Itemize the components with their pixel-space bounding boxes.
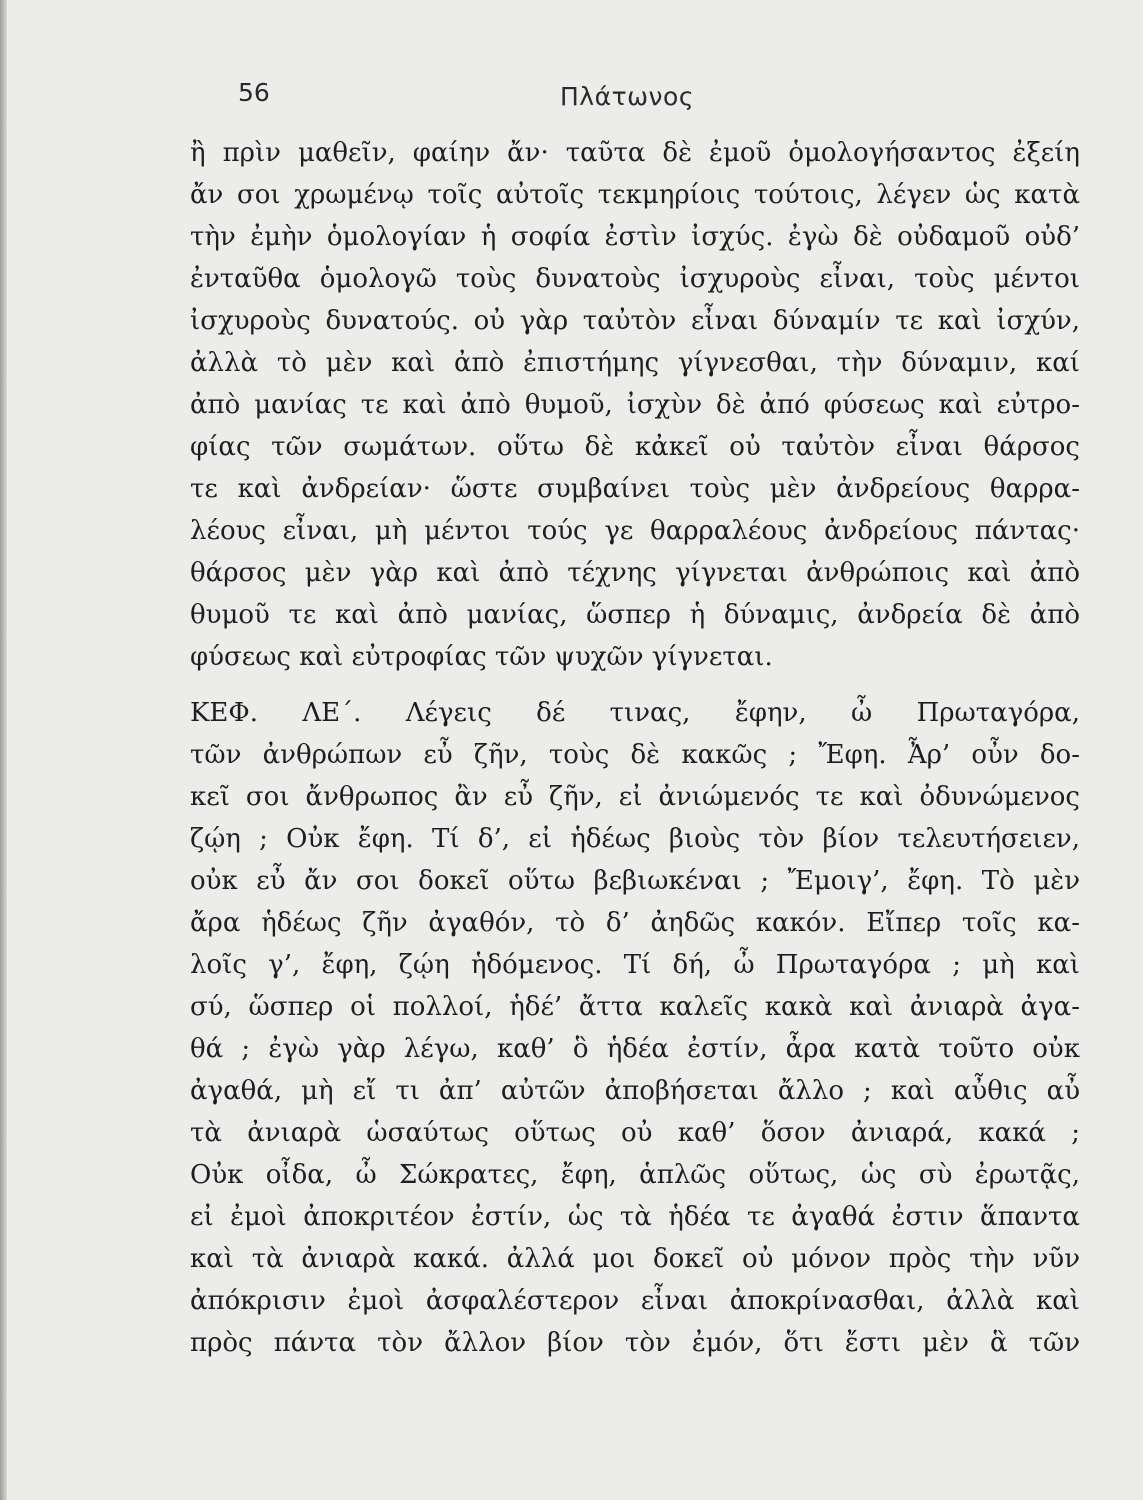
text-line: πρὸς πάντα τὸν ἄλλον βίον τὸν ἐμόν, ὅτι ἔστι μὲν ἃ τῶν bbox=[190, 1328, 1080, 1358]
text-line: τὰ ἀνιαρὰ ὡσαύτως οὕτως οὐ καθ’ ὅσον ἀνιαρά, κακά ; bbox=[190, 1118, 1080, 1148]
text-line: ἀγαθά, μὴ εἴ τι ἀπ’ αὐτῶν ἀποβήσεται ἄλλο ; καὶ αὖθις αὖ bbox=[190, 1076, 1080, 1106]
paragraph-2 bbox=[190, 692, 1080, 1364]
page-header bbox=[0, 78, 1143, 118]
body-text bbox=[190, 132, 1080, 1364]
text-line: ἀπόκρισιν ἐμοὶ ἀσφαλέστερον εἶναι ἀποκρίνασθαι, ἀλλὰ καὶ bbox=[190, 1286, 1080, 1316]
binding-edge bbox=[0, 0, 7, 1500]
text-line: ἀπὸ μανίας τε καὶ ἀπὸ θυμοῦ, ἰσχὺν δὲ ἀπό φύσεως καὶ εὐτρο- bbox=[190, 390, 1080, 420]
text-line: θά ; ἐγὼ γὰρ λέγω, καθ’ ὃ ἡδέα ἐστίν, ἆρα κατὰ τοῦτο οὐκ bbox=[190, 1034, 1080, 1064]
running-title: Πλάτωνος bbox=[560, 82, 694, 111]
text-line: θάρσος μὲν γὰρ καὶ ἀπὸ τέχνης γίγνεται ἀνθρώποις καὶ ἀπὸ bbox=[190, 558, 1080, 588]
text-line: κεῖ σοι ἄνθρωπος ἂν εὖ ζῆν, εἰ ἀνιώμενός τε καὶ ὀδυνώμενος bbox=[190, 782, 1080, 812]
chapter-heading-line: ΚΕΦ. ΛΕ΄. Λέγεις δέ τινας, ἔφην, ὦ Πρωταγόρα, bbox=[190, 698, 1080, 728]
text-line: θυμοῦ τε καὶ ἀπὸ μανίας, ὥσπερ ἡ δύναμις, ἀνδρεία δὲ ἀπὸ bbox=[190, 600, 1080, 630]
text-line: λοῖς γ’, ἔφη, ζῴη ἡδόμενος. Τί δή, ὦ Πρωταγόρα ; μὴ καὶ bbox=[190, 950, 1080, 980]
text-line: τῶν ἀνθρώπων εὖ ζῆν, τοὺς δὲ κακῶς ; Ἔφη. Ἆρ’ οὖν δο- bbox=[190, 740, 1080, 770]
text-line: φύσεως καὶ εὐτροφίας τῶν ψυχῶν γίγνεται. bbox=[190, 642, 773, 672]
text-line: τὴν ἐμὴν ὁμολογίαν ἡ σοφία ἐστὶν ἰσχύς. ἐγὼ δὲ οὐδαμοῦ οὐδ’ bbox=[190, 222, 1080, 252]
text-line: εἰ ἐμοὶ ἀποκριτέον ἐστίν, ὡς τὰ ἡδέα τε ἀγαθά ἐστιν ἅπαντα bbox=[190, 1202, 1080, 1232]
text-line: σύ, ὥσπερ οἱ πολλοί, ἡδέ’ ἄττα καλεῖς κακὰ καὶ ἀνιαρὰ ἀγα- bbox=[190, 992, 1080, 1022]
text-line: λέους εἶναι, μὴ μέντοι τούς γε θαρραλέους ἀνδρείους πάντας· bbox=[190, 516, 1080, 546]
text-line: ἄν σοι χρωμένῳ τοῖς αὐτοῖς τεκμηρίοις τούτοις, λέγεν ὡς κατὰ bbox=[190, 180, 1080, 210]
text-line: ἐνταῦθα ὁμολογῶ τοὺς δυνατοὺς ἰσχυροὺς εἶναι, τοὺς μέντοι bbox=[190, 264, 1080, 294]
text-line: Οὐκ οἶδα, ὦ Σώκρατες, ἔφη, ἁπλῶς οὕτως, ὡς σὺ ἐρωτᾷς, bbox=[190, 1160, 1080, 1190]
text-line: ἀλλὰ τὸ μὲν καὶ ἀπὸ ἐπιστήμης γίγνεσθαι, τὴν δύναμιν, καί bbox=[190, 348, 1080, 378]
paragraph-1 bbox=[190, 132, 1080, 678]
text-line: ἄρα ἡδέως ζῆν ἀγαθόν, τὸ δ’ ἀηδῶς κακόν. Εἴπερ τοῖς κα- bbox=[190, 908, 1080, 938]
text-line: ἰσχυροὺς δυνατούς. οὐ γὰρ ταὐτὸν εἶναι δύναμίν τε καὶ ἰσχύν, bbox=[190, 306, 1080, 336]
text-line: ζῴη ; Οὐκ ἔφη. Τί δ’, εἰ ἡδέως βιοὺς τὸν βίον τελευτήσειεν, bbox=[190, 824, 1080, 854]
text-line: οὐκ εὖ ἄν σοι δοκεῖ οὕτω βεβιωκέναι ; Ἔμοιγ’, ἔφη. Τὸ μὲν bbox=[190, 866, 1080, 896]
page-number: 56 bbox=[238, 78, 270, 107]
text-line: ἢ πρὶν μαθεῖν, φαίην ἄν· ταῦτα δὲ ἐμοῦ ὁμολογήσαντος ἐξείη bbox=[190, 138, 1080, 168]
text-line: φίας τῶν σωμάτων. οὕτω δὲ κἀκεῖ οὐ ταὐτὸν εἶναι θάρσος bbox=[190, 432, 1080, 462]
text-line: καὶ τὰ ἀνιαρὰ κακά. ἀλλά μοι δοκεῖ οὐ μόνον πρὸς τὴν νῦν bbox=[190, 1244, 1080, 1274]
paragraph-gap bbox=[190, 678, 1080, 692]
text-line: τε καὶ ἀνδρείαν· ὥστε συμβαίνει τοὺς μὲν ἀνδρείους θαρρα- bbox=[190, 474, 1080, 504]
